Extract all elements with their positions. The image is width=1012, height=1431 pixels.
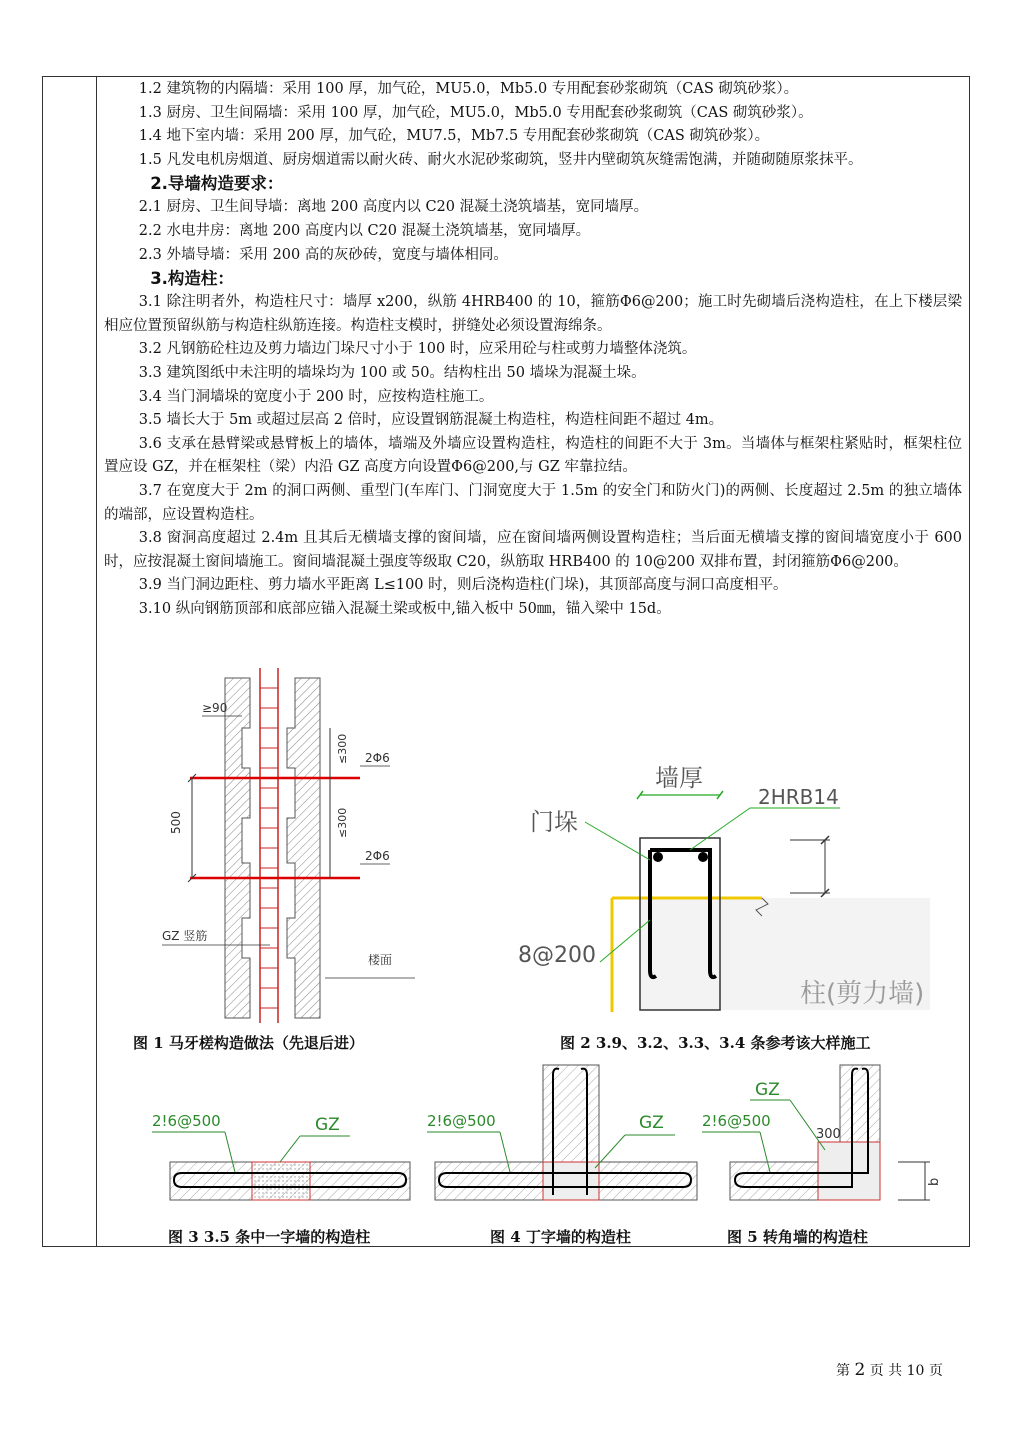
fig1-label-gz-vertical-rebar: GZ 竖筋 <box>162 929 208 943</box>
paragraph-2-1: 2.1 厨房、卫生间导墙：离地 200 高度内以 C20 混凝土浇筑墙基，宽同墙厚。 <box>138 199 649 216</box>
fig3-label-rebar: 2!6@500 <box>152 1112 221 1130</box>
paragraph-3-5: 3.5 墙长大于 5m 或超过层高 2 倍时，应设置钢筋混凝土构造柱，构造柱间距不超过 4m。 <box>138 412 724 429</box>
fig2-label-2hrb14: 2HRB14 <box>758 785 839 809</box>
footer-suffix: 页 <box>928 1363 943 1379</box>
figure-3-straight-wall-column-drawing <box>150 1100 430 1210</box>
fig1-label-le300-b: ≤300 <box>336 807 349 838</box>
footer-total-pages: 10 <box>906 1363 925 1379</box>
paragraph-1-3: 1.3 厨房、卫生间隔墙：采用 100 厚，加气砼，MU5.0，Mb5.0 专用配套砂浆砌筑（CAS 砌筑砂浆）。 <box>138 104 813 121</box>
fig1-label-500: 500 <box>169 811 183 834</box>
document-body <box>104 78 962 621</box>
footer-prefix: 第 <box>836 1363 850 1379</box>
fig4-label-rebar: 2!6@500 <box>427 1112 496 1130</box>
table-left-column-divider <box>96 76 97 1247</box>
fig2-label-door-pier: 门垛 <box>530 808 578 836</box>
paragraph-3-3: 3.3 建筑图纸中未注明的墙垛均为 100 或 50。结构柱出 50 墙垛为混凝土垛。 <box>138 364 646 381</box>
fig1-label-2phi6-a: 2Φ6 <box>365 751 390 765</box>
figure-2-door-pier-drawing <box>500 750 950 1020</box>
figure-1-toothed-joint-drawing <box>150 668 420 1030</box>
fig1-label-le300-a: ≤300 <box>336 733 349 764</box>
paragraph-3-2: 3.2 凡钢筋砼柱边及剪力墙边门垛尺寸小于 100 时，应采用砼与柱或剪力墙整体浇筑。 <box>138 341 697 358</box>
fig5-label-b: b <box>927 1177 942 1186</box>
fig5-label-300: 300 <box>816 1127 841 1142</box>
heading-2: 2.导墙构造要求： <box>150 174 284 194</box>
figure-4-t-wall-column-drawing <box>425 1060 705 1210</box>
fig5-label-gz: GZ <box>755 1080 780 1100</box>
paragraph-1-5: 1.5 凡发电机房烟道、厨房烟道需以耐火砖、耐火水泥砂浆砌筑，竖井内壁砌筑灰缝需饱满，并随砌随原浆抹平。 <box>138 151 863 168</box>
fig2-label-wall-thickness: 墙厚 <box>655 764 703 792</box>
heading-3: 3.构造柱： <box>150 269 234 289</box>
paragraph-2-2: 2.2 水电井房：离地 200 高度内以 C20 混凝土浇筑墙基，宽同墙厚。 <box>138 222 591 239</box>
fig4-label-gz: GZ <box>639 1113 664 1133</box>
paragraph-3-9: 3.9 当门洞边距柱、剪力墙水平距离 L≤100 时，则后浇构造柱(门垛)，其顶部高度与洞口高度相平。 <box>138 577 788 594</box>
page-footer <box>836 1360 943 1380</box>
figure-5-corner-wall-column-drawing <box>700 1060 950 1210</box>
figure-4-caption: 图 4 丁字墙的构造柱 <box>490 1228 631 1246</box>
footer-middle: 页 共 <box>869 1363 903 1379</box>
paragraph-3-10: 3.10 纵向钢筋顶部和底部应锚入混凝土梁或板中,锚入板中 50㎜，锚入梁中 15d。 <box>138 600 671 617</box>
fig1-label-floor: 楼面 <box>368 953 393 967</box>
paragraph-3-7: 3.7 在宽度大于 2m 的洞口两侧、重型门(车库门、门洞宽度大于 1.5m 的安全门和防火门)的两侧、长度超过 2.5m 的独立墙体的端部，应设置构造柱。 <box>104 482 962 523</box>
fig3-label-gz: GZ <box>315 1115 340 1135</box>
fig5-label-rebar: 2!6@500 <box>702 1112 771 1130</box>
figure-2-caption: 图 2 3.9、3.2、3.3、3.4 条参考该大样施工 <box>560 1034 871 1052</box>
paragraph-1-4: 1.4 地下室内墙：采用 200 厚，加气砼，MU7.5，Mb7.5 专用配套砂浆砌筑（CAS 砌筑砂浆）。 <box>138 128 770 145</box>
figure-1-caption: 图 1 马牙槎构造做法（先退后进） <box>133 1034 364 1052</box>
fig2-label-column-shear-wall: 柱(剪力墙) <box>800 979 925 1009</box>
paragraph-3-8: 3.8 窗洞高度超过 2.4m 且其后无横墙支撑的窗间墙，应在窗间墙两侧设置构造柱；当后面无横墙支撑的窗间墙宽度小于 600 时，应按混凝土窗间墙施工。窗间墙混凝土强度等级取 C20，纵筋取 HRB400 的 10@200 双排布置，封闭箍筋Φ6@200。 <box>104 530 962 570</box>
paragraph-3-1: 3.1 除注明者外，构造柱尺寸：墙厚 x200，纵筋 4HRB400 的 10，箍筋Φ6@200；施工时先砌墙后浇构造柱，在上下楼层梁相应位置预留纵筋与构造柱纵筋连接。构造柱支模时，拼缝处必须设置海绵条。 <box>104 294 962 334</box>
footer-page-number: 2 <box>854 1360 866 1380</box>
fig1-label-2phi6-b: 2Φ6 <box>365 849 390 863</box>
fig1-label-ge90: ≥90 <box>202 701 228 715</box>
figure-5-caption: 图 5 转角墙的构造柱 <box>727 1228 868 1246</box>
paragraph-3-4: 3.4 当门洞墙垛的宽度小于 200 时，应按构造柱施工。 <box>138 388 494 405</box>
paragraph-2-3: 2.3 外墙导墙：采用 200 高的灰砂砖，宽度与墙体相同。 <box>138 246 508 263</box>
fig2-label-8at200: 8@200 <box>518 943 596 968</box>
paragraph-1-2: 1.2 建筑物的内隔墙：采用 100 厚，加气砼，MU5.0，Mb5.0 专用配套砂浆砌筑（CAS 砌筑砂浆）。 <box>138 81 799 97</box>
paragraph-3-6: 3.6 支承在悬臂梁或悬臂板上的墙体，墙端及外墙应设置构造柱，构造柱的间距不大于 3m。当墙体与框架柱紧贴时，框架柱位置应设 GZ，并在框架柱（梁）内沿 GZ 高度方向设置Φ6@200,与 GZ 牢靠拉结。 <box>104 435 962 476</box>
figure-3-caption: 图 3 3.5 条中一字墙的构造柱 <box>168 1228 371 1246</box>
